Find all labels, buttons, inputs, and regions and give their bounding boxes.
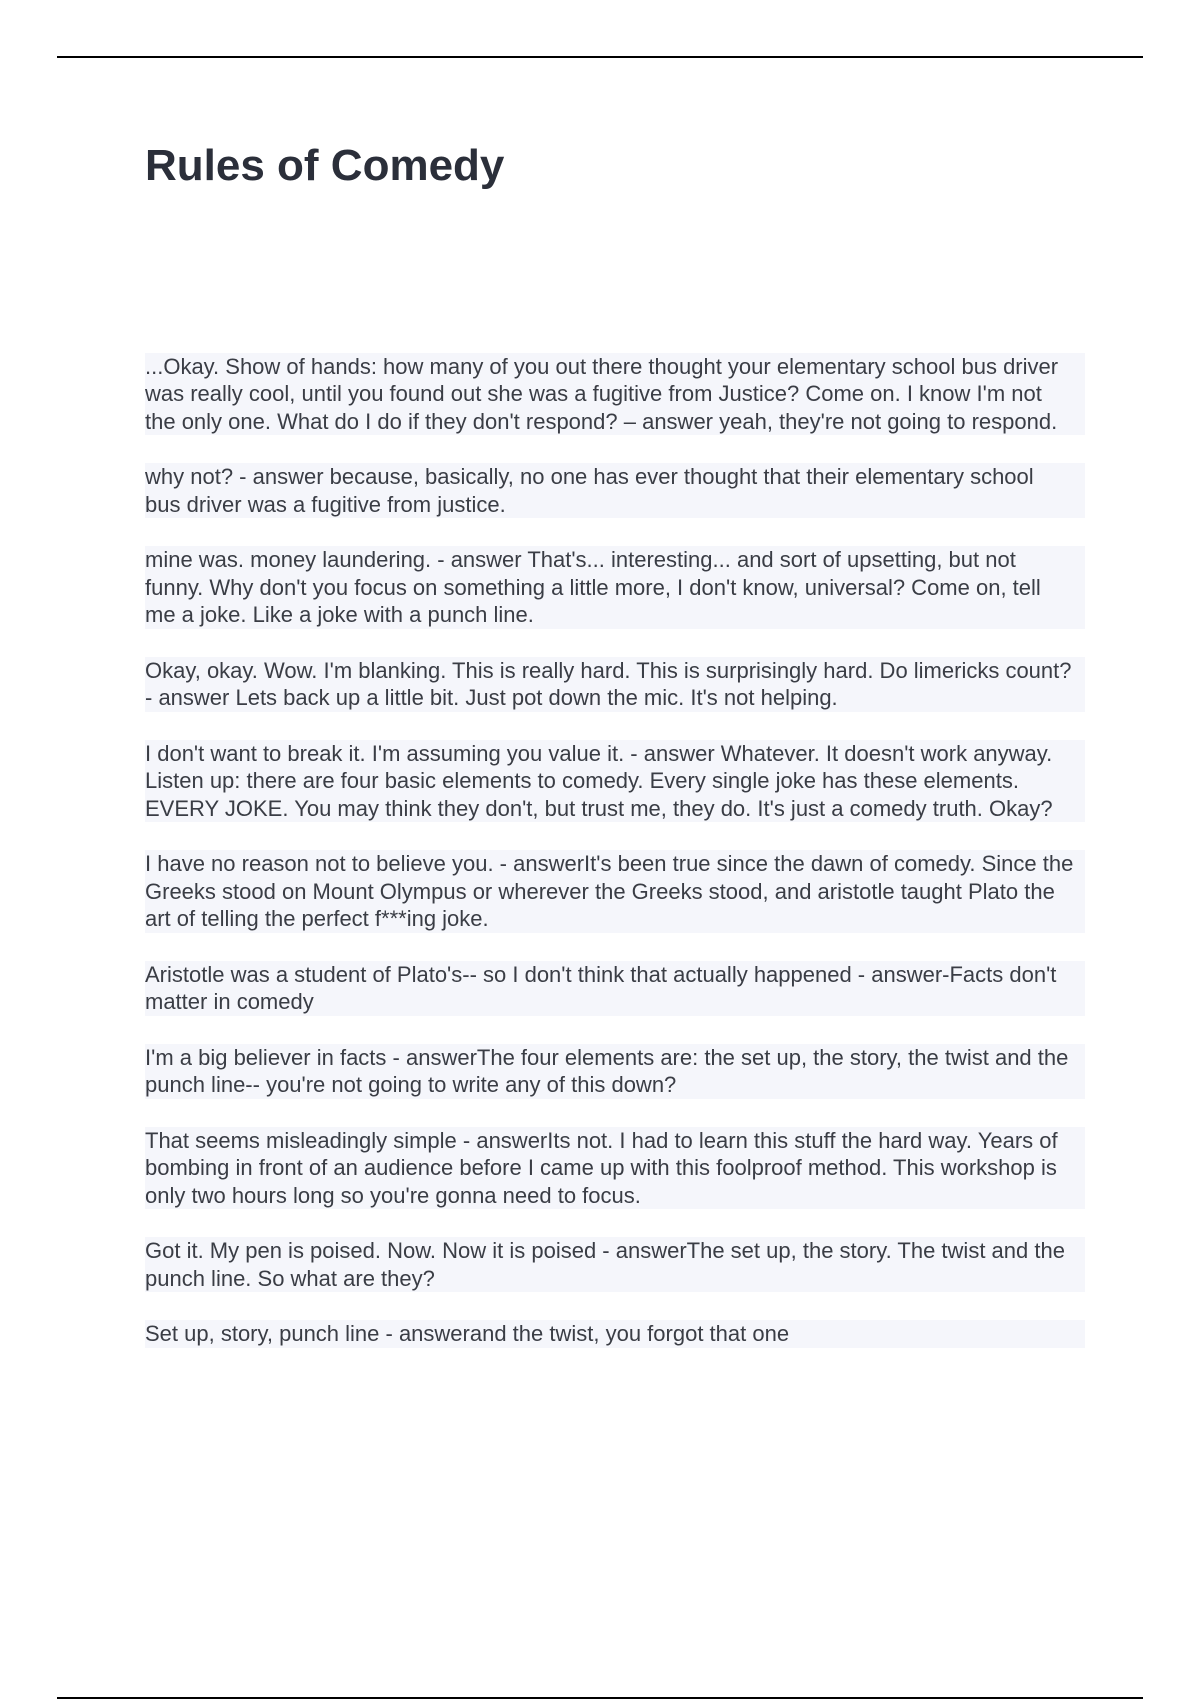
qa-entry: Got it. My pen is poised. Now. Now it is poised - answerThe set up, the story. The twist and the punch line. So what are they?: [145, 1237, 1085, 1292]
document-body: [145, 140, 1085, 1376]
qa-list: [145, 353, 1085, 1348]
qa-entry: Aristotle was a student of Plato's-- so I don't think that actually happened - answer-Facts don't matter in comedy: [145, 961, 1085, 1016]
qa-entry: mine was. money laundering. - answer That's... interesting... and sort of upsetting, but not funny. Why don't you focus on something a little more, I don't know, universal? Come on, tell me a joke. Like a joke with a punch line.: [145, 546, 1085, 629]
top-rule: [57, 56, 1143, 58]
qa-entry: I'm a big believer in facts - answerThe four elements are: the set up, the story, the twist and the punch line-- you're not going to write any of this down?: [145, 1044, 1085, 1099]
qa-entry: I have no reason not to believe you. - answerIt's been true since the dawn of comedy. Since the Greeks stood on Mount Olympus or wherever the Greeks stood, and aristotle taught Plato the art of telling the perfect f***ing joke.: [145, 850, 1085, 933]
qa-entry: That seems misleadingly simple - answerIts not. I had to learn this stuff the hard way. Years of bombing in front of an audience before I came up with this foolproof method. This workshop is only two hours long so you're gonna need to focus.: [145, 1127, 1085, 1210]
page-title: Rules of Comedy: [145, 141, 505, 190]
qa-entry: ...Okay. Show of hands: how many of you out there thought your elementary school bus driver was really cool, until you found out she was a fugitive from Justice? Come on. I know I'm not the only one. What do I do if they don't respond? – answer yeah, they're not going to respond.: [145, 353, 1085, 436]
qa-entry: I don't want to break it. I'm assuming you value it. - answer Whatever. It doesn't work anyway. Listen up: there are four basic elements to comedy. Every single joke has these elements. EVERY JOKE. You may think they don't, but trust me, they do. It's just a comedy truth. Okay?: [145, 740, 1085, 823]
qa-entry: Okay, okay. Wow. I'm blanking. This is really hard. This is surprisingly hard. Do limericks count? - answer Lets back up a little bit. Just pot down the mic. It's not helping.: [145, 657, 1085, 712]
qa-entry: Set up, story, punch line - answerand the twist, you forgot that one: [145, 1320, 1085, 1348]
qa-entry: why not? - answer because, basically, no one has ever thought that their elementary school bus driver was a fugitive from justice.: [145, 463, 1085, 518]
bottom-rule: [57, 1697, 1143, 1699]
